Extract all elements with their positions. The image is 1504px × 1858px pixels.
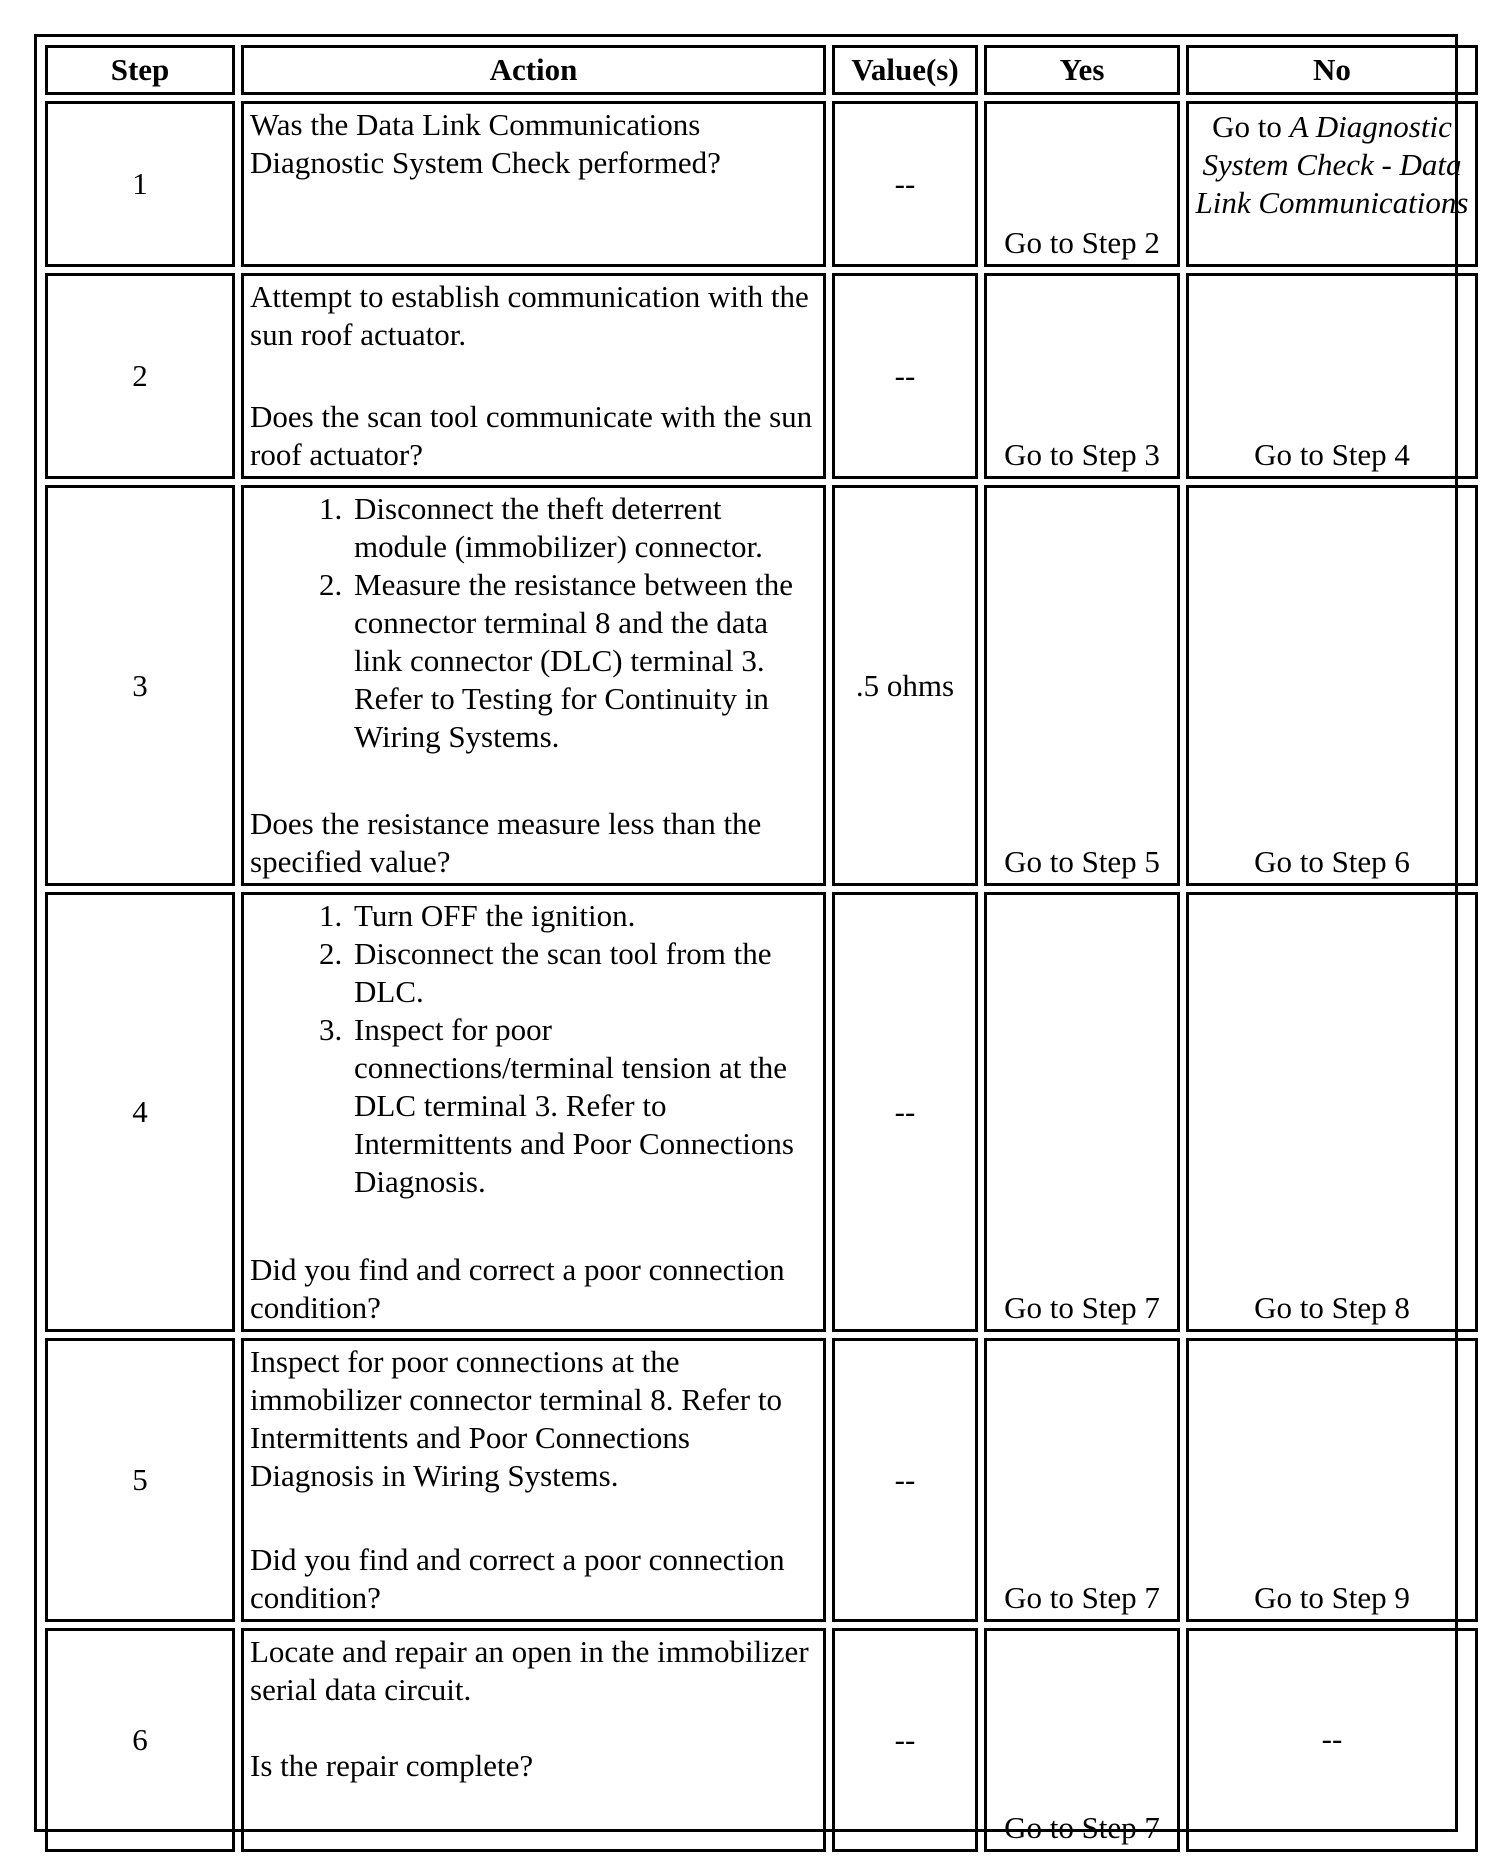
no-cell: -- bbox=[1186, 1628, 1478, 1852]
header-action: Action bbox=[241, 45, 826, 95]
table-row bbox=[45, 273, 1478, 479]
diagnostic-table bbox=[39, 39, 1484, 1858]
value-cell: .5 ohms bbox=[832, 485, 978, 886]
action-cell bbox=[241, 1338, 826, 1622]
value-cell: -- bbox=[832, 892, 978, 1332]
no-cell[interactable] bbox=[1186, 101, 1478, 267]
no-link[interactable]: Go to Step 9 bbox=[1186, 1338, 1478, 1622]
step-number: 4 bbox=[45, 892, 235, 1332]
action-question: Does the resistance measure less than the specified value? bbox=[250, 806, 762, 879]
list-item: 1. Turn OFF the ignition. bbox=[350, 897, 817, 935]
value-cell: -- bbox=[832, 101, 978, 267]
no-link[interactable]: Go to Step 6 bbox=[1186, 485, 1478, 886]
table-row bbox=[45, 1338, 1478, 1622]
table-row bbox=[45, 485, 1478, 886]
yes-link[interactable]: Go to Step 5 bbox=[984, 485, 1180, 886]
no-link[interactable]: Go to Step 8 bbox=[1186, 892, 1478, 1332]
action-question: Is the repair complete? bbox=[250, 1748, 534, 1783]
action-cell bbox=[241, 1628, 826, 1852]
yes-link[interactable]: Go to Step 3 bbox=[984, 273, 1180, 479]
no-prefix: Go to bbox=[1212, 109, 1290, 144]
header-values: Value(s) bbox=[832, 45, 978, 95]
action-question: Did you find and correct a poor connection condition? bbox=[250, 1542, 785, 1615]
action-steps-list bbox=[250, 490, 817, 756]
action-question: Did you find and correct a poor connection condition? bbox=[250, 1252, 785, 1325]
yes-link[interactable]: Go to Step 7 bbox=[984, 1338, 1180, 1622]
table-row bbox=[45, 892, 1478, 1332]
step-number: 2 bbox=[45, 273, 235, 479]
table-row bbox=[45, 1628, 1478, 1852]
header-step: Step bbox=[45, 45, 235, 95]
action-text: Locate and repair an open in the immobilizer serial data circuit. bbox=[250, 1634, 809, 1707]
action-cell bbox=[241, 485, 826, 886]
yes-link[interactable]: Go to Step 7 bbox=[984, 892, 1180, 1332]
step-number: 3 bbox=[45, 485, 235, 886]
yes-link[interactable]: Go to Step 7 bbox=[984, 1628, 1180, 1852]
table-row bbox=[45, 101, 1478, 267]
step-number: 5 bbox=[45, 1338, 235, 1622]
yes-link[interactable]: Go to Step 2 bbox=[984, 101, 1180, 267]
action-cell bbox=[241, 273, 826, 479]
action-steps-list bbox=[250, 897, 817, 1201]
no-link[interactable]: Go to Step 4 bbox=[1186, 273, 1478, 479]
step-number: 1 bbox=[45, 101, 235, 267]
step-number: 6 bbox=[45, 1628, 235, 1852]
value-cell: -- bbox=[832, 273, 978, 479]
value-cell: -- bbox=[832, 1628, 978, 1852]
list-item: 2. Measure the resistance between the connector terminal 8 and the data link connector (DLC) terminal 3. Refer to Testing for Continuity in Wiring Systems. bbox=[350, 566, 817, 756]
action-text: Attempt to establish communication with the sun roof actuator. bbox=[250, 279, 809, 352]
header-yes: Yes bbox=[984, 45, 1180, 95]
header-row bbox=[45, 45, 1478, 95]
list-item: 2. Disconnect the scan tool from the DLC. bbox=[350, 935, 817, 1011]
list-item: 3. Inspect for poor connections/terminal tension at the DLC terminal 3. Refer to Intermittents and Poor Connections Diagnosis. bbox=[350, 1011, 817, 1201]
value-cell: -- bbox=[832, 1338, 978, 1622]
list-item: 1. Disconnect the theft deterrent module (immobilizer) connector. bbox=[350, 490, 817, 566]
action-cell bbox=[241, 892, 826, 1332]
action-text: Inspect for poor connections at the immobilizer connector terminal 8. Refer to Intermittents and Poor Connections Diagnosis in Wiring Systems. bbox=[250, 1344, 782, 1493]
action-question: Does the scan tool communicate with the sun roof actuator? bbox=[250, 399, 813, 472]
action-text: Was the Data Link Communications Diagnostic System Check performed? bbox=[250, 107, 721, 180]
action-cell bbox=[241, 101, 826, 267]
diagnostic-system-check-link[interactable]: A Diagnostic System Check - Data Link Communications bbox=[1195, 109, 1469, 220]
header-no: No bbox=[1186, 45, 1478, 95]
